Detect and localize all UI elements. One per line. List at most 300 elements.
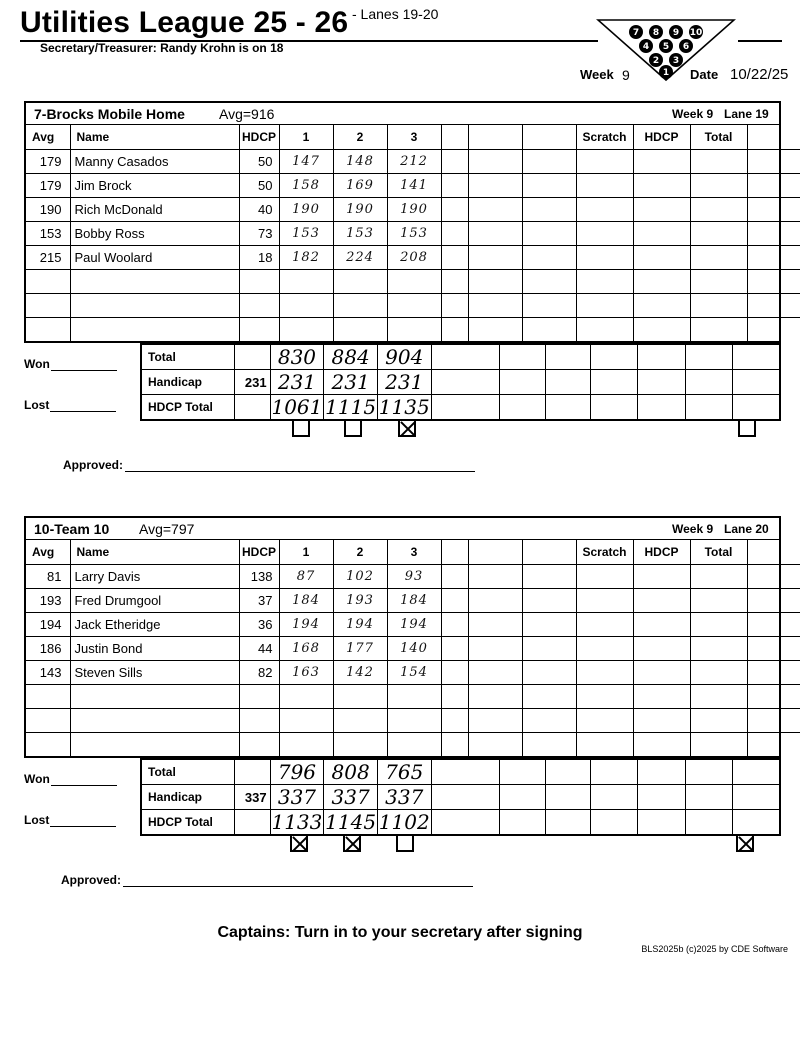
bowler-name <box>70 732 239 756</box>
handicap-game-2: 337 <box>324 785 378 810</box>
game-1-score <box>279 269 333 293</box>
empty-cell <box>747 269 800 293</box>
lost-field[interactable]: Lost <box>24 398 116 412</box>
bowler-average: 190 <box>26 197 70 221</box>
game-3-score: 212 <box>387 149 441 173</box>
week-value: 9 <box>622 67 630 83</box>
empty-cell <box>576 732 633 756</box>
empty-cell <box>522 269 576 293</box>
game-1-score: 190 <box>279 197 333 221</box>
empty-cell <box>468 564 522 588</box>
game-1-header: 1 <box>279 540 333 564</box>
hdcp-total-label: HDCP Total <box>141 395 235 421</box>
team-handicap: 231 <box>235 370 270 395</box>
game-3-score: 194 <box>387 612 441 636</box>
game-3-score: 93 <box>387 564 441 588</box>
game-3-score <box>387 684 441 708</box>
empty-cell <box>468 173 522 197</box>
team-scoresheet-2 <box>24 516 781 758</box>
lanes-label: - Lanes 19-20 <box>352 6 439 22</box>
empty-cell <box>690 269 747 293</box>
won-field[interactable]: Won <box>24 772 117 786</box>
hdcp-total-header: HDCP <box>633 125 690 149</box>
game-1-score: 87 <box>279 564 333 588</box>
empty-cell <box>690 317 747 341</box>
empty-cell <box>468 588 522 612</box>
empty-cell <box>576 588 633 612</box>
empty-cell <box>747 245 800 269</box>
empty-cell <box>747 660 800 684</box>
pin-number: 3 <box>672 56 680 66</box>
team-average: Avg=916 <box>219 106 275 122</box>
hdcp-total-game-1: 1061 <box>271 395 323 419</box>
bowler-name: Paul Woolard <box>70 245 239 269</box>
empty-cell <box>468 612 522 636</box>
scratch-header: Scratch <box>576 540 633 564</box>
hdcp-header: HDCP <box>239 125 279 149</box>
bowler-row <box>26 197 800 221</box>
empty-cell <box>441 684 468 708</box>
game-2-score: 190 <box>333 197 387 221</box>
date-value: 10/22/25 <box>730 66 789 83</box>
bowler-name: Steven Sills <box>70 660 239 684</box>
bowler-row <box>26 588 800 612</box>
hdcp-total-game-2: 1115 <box>325 395 377 419</box>
bowler-row <box>26 173 800 197</box>
bowler-handicap: 82 <box>239 660 279 684</box>
empty-cell <box>441 173 468 197</box>
game-1-score <box>279 708 333 732</box>
empty-cell <box>633 588 690 612</box>
total-game-2: 808 <box>324 759 378 785</box>
pin-number: 1 <box>662 68 670 78</box>
bowler-row <box>26 636 800 660</box>
empty-cell <box>747 317 800 341</box>
empty-cell <box>441 588 468 612</box>
totals-table <box>140 343 781 421</box>
bowler-row <box>26 221 800 245</box>
bowler-name: Larry Davis <box>70 564 239 588</box>
bowler-average: 179 <box>26 173 70 197</box>
total-game-1: 830 <box>270 344 324 370</box>
bowler-average <box>26 732 70 756</box>
empty-cell <box>690 564 747 588</box>
game-1-score: 158 <box>279 173 333 197</box>
bowler-row <box>26 612 800 636</box>
bowler-handicap: 73 <box>239 221 279 245</box>
empty-cell <box>468 708 522 732</box>
bowler-average <box>26 317 70 341</box>
empty-cell <box>441 245 468 269</box>
team-name: 10-Team 10 <box>34 521 110 537</box>
bowler-handicap <box>239 293 279 317</box>
empty-cell <box>522 612 576 636</box>
empty-cell <box>690 173 747 197</box>
bowler-average: 153 <box>26 221 70 245</box>
bowler-handicap: 37 <box>239 588 279 612</box>
empty-cell <box>441 612 468 636</box>
empty-cell <box>576 269 633 293</box>
empty-cell <box>468 245 522 269</box>
handicap-game-2: 231 <box>324 370 378 395</box>
empty-cell <box>576 149 633 173</box>
empty-cell <box>441 636 468 660</box>
game-3-score: 208 <box>387 245 441 269</box>
bowler-handicap: 50 <box>239 149 279 173</box>
bowler-handicap <box>239 269 279 293</box>
date-label: Date <box>690 67 719 82</box>
empty-cell <box>690 708 747 732</box>
total-game-1: 796 <box>270 759 324 785</box>
empty-cell <box>522 660 576 684</box>
empty-cell <box>747 708 800 732</box>
empty-cell <box>747 173 800 197</box>
game-1-score <box>279 317 333 341</box>
bowler-name: Manny Casados <box>70 149 239 173</box>
game-2-score <box>333 293 387 317</box>
game-3-score: 140 <box>387 636 441 660</box>
empty-cell <box>441 197 468 221</box>
bowler-row <box>26 149 800 173</box>
game-3-header: 3 <box>387 125 441 149</box>
bowler-name <box>70 708 239 732</box>
bowler-average: 194 <box>26 612 70 636</box>
pin-number: 7 <box>632 28 640 38</box>
empty-cell <box>747 197 800 221</box>
empty-cell <box>690 221 747 245</box>
secretary-line: Secretary/Treasurer: Randy Krohn is on 18 <box>40 41 284 55</box>
hdcp-total-game-2: 1145 <box>325 810 377 834</box>
empty-cell <box>747 612 800 636</box>
total-label: Total <box>141 344 235 370</box>
bowler-handicap <box>239 732 279 756</box>
handicap-game-1: 231 <box>270 370 324 395</box>
empty-cell <box>633 317 690 341</box>
win-checkbox-total[interactable] <box>736 834 754 852</box>
empty-cell <box>468 149 522 173</box>
empty-cell <box>441 269 468 293</box>
bowler-average: 215 <box>26 245 70 269</box>
bowler-handicap: 138 <box>239 564 279 588</box>
total-label: Total <box>141 759 235 785</box>
empty-cell <box>633 564 690 588</box>
empty-cell <box>441 732 468 756</box>
empty-cell <box>690 149 747 173</box>
bowler-name: Fred Drumgool <box>70 588 239 612</box>
bowler-average: 143 <box>26 660 70 684</box>
game-2-score: 142 <box>333 660 387 684</box>
empty-cell <box>468 317 522 341</box>
empty-cell <box>522 173 576 197</box>
game-2-score: 224 <box>333 245 387 269</box>
empty-cell <box>633 269 690 293</box>
bowler-name: Justin Bond <box>70 636 239 660</box>
game-2-header: 2 <box>333 125 387 149</box>
pin-number: 6 <box>682 42 690 52</box>
empty-cell <box>690 612 747 636</box>
handicap-game-1: 337 <box>270 785 324 810</box>
empty-cell <box>633 173 690 197</box>
captains-instruction: Captains: Turn in to your secretary after signing <box>217 924 583 941</box>
empty-cell <box>633 684 690 708</box>
won-field[interactable]: Won <box>24 357 117 371</box>
win-checkbox-game-2[interactable] <box>344 419 362 437</box>
empty-cell <box>468 660 522 684</box>
bowler-handicap: 50 <box>239 173 279 197</box>
win-checkbox-game-3[interactable] <box>396 834 414 852</box>
bowler-handicap <box>239 684 279 708</box>
game-3-score: 184 <box>387 588 441 612</box>
empty-cell <box>576 612 633 636</box>
game-2-score: 177 <box>333 636 387 660</box>
bowler-name <box>70 269 239 293</box>
team-week: Week 9 <box>672 107 714 121</box>
empty-cell <box>633 636 690 660</box>
hdcp-total-game-3: 1102 <box>378 810 430 834</box>
game-3-score <box>387 317 441 341</box>
game-2-score <box>333 684 387 708</box>
empty-cell <box>576 197 633 221</box>
empty-cell <box>690 660 747 684</box>
bowler-table <box>26 125 800 341</box>
game-3-header: 3 <box>387 540 441 564</box>
empty-cell <box>690 197 747 221</box>
bowler-row <box>26 660 800 684</box>
empty-cell <box>690 732 747 756</box>
pin-number: 4 <box>642 42 650 52</box>
scratch-header: Scratch <box>576 125 633 149</box>
empty-cell <box>690 684 747 708</box>
team-average: Avg=797 <box>139 521 195 537</box>
empty-cell <box>468 636 522 660</box>
empty-cell <box>468 684 522 708</box>
game-2-score: 102 <box>333 564 387 588</box>
empty-cell <box>441 149 468 173</box>
empty-cell <box>441 660 468 684</box>
pin-number: 10 <box>689 28 703 38</box>
game-2-score <box>333 269 387 293</box>
empty-cell <box>633 293 690 317</box>
empty-cell <box>633 197 690 221</box>
empty-cell <box>522 708 576 732</box>
team-handicap: 337 <box>235 785 270 810</box>
team-lane: Lane 20 <box>724 522 769 536</box>
empty-cell <box>633 732 690 756</box>
empty-cell <box>522 684 576 708</box>
hdcp-total-game-1: 1133 <box>271 810 323 834</box>
pin-number: 2 <box>652 56 660 66</box>
empty-cell <box>468 293 522 317</box>
empty-cell <box>576 660 633 684</box>
game-3-score: 153 <box>387 221 441 245</box>
pin-number: 8 <box>652 28 660 38</box>
empty-cell <box>468 221 522 245</box>
name-header: Name <box>70 125 239 149</box>
hdcp-total-game-3: 1135 <box>378 395 430 419</box>
bowler-handicap: 44 <box>239 636 279 660</box>
empty-cell <box>633 708 690 732</box>
win-checkbox-game-1[interactable] <box>290 834 308 852</box>
win-checkbox-game-3[interactable] <box>398 419 416 437</box>
bowler-average <box>26 269 70 293</box>
lost-field[interactable]: Lost <box>24 813 116 827</box>
bowler-handicap <box>239 317 279 341</box>
bowler-handicap <box>239 708 279 732</box>
game-1-score: 182 <box>279 245 333 269</box>
bowler-average <box>26 708 70 732</box>
hdcp-total-label: HDCP Total <box>141 810 235 836</box>
empty-cell <box>576 636 633 660</box>
empty-cell <box>522 732 576 756</box>
bowler-average: 81 <box>26 564 70 588</box>
game-1-score: 163 <box>279 660 333 684</box>
empty-cell <box>441 221 468 245</box>
win-checkbox-total[interactable] <box>738 419 756 437</box>
empty-cell <box>747 684 800 708</box>
empty-cell <box>441 708 468 732</box>
team-header <box>26 103 779 125</box>
bowler-name: Bobby Ross <box>70 221 239 245</box>
game-3-score <box>387 732 441 756</box>
bowler-average <box>26 684 70 708</box>
week-label: Week <box>580 67 614 82</box>
title-rule-right <box>738 40 782 42</box>
name-header: Name <box>70 540 239 564</box>
game-2-score: 169 <box>333 173 387 197</box>
game-1-score: 153 <box>279 221 333 245</box>
empty-cell <box>522 293 576 317</box>
avg-header: Avg <box>26 540 70 564</box>
empty-cell <box>441 317 468 341</box>
empty-cell <box>522 564 576 588</box>
totals-table <box>140 758 781 836</box>
empty-cell <box>633 149 690 173</box>
bowler-row <box>26 317 800 341</box>
empty-cell <box>690 636 747 660</box>
empty-cell <box>468 197 522 221</box>
total-game-2: 884 <box>324 344 378 370</box>
bowler-row <box>26 708 800 732</box>
empty-cell <box>522 588 576 612</box>
game-2-score <box>333 317 387 341</box>
game-1-score <box>279 732 333 756</box>
bowler-name: Jim Brock <box>70 173 239 197</box>
game-1-header: 1 <box>279 125 333 149</box>
bowler-row <box>26 564 800 588</box>
empty-cell <box>747 732 800 756</box>
game-3-score <box>387 269 441 293</box>
bowler-average: 179 <box>26 149 70 173</box>
empty-cell <box>747 221 800 245</box>
total-header: Total <box>690 125 747 149</box>
hdcp-header: HDCP <box>239 540 279 564</box>
game-2-score: 153 <box>333 221 387 245</box>
league-title: Utilities League 25 - 26 <box>20 6 349 39</box>
game-2-score <box>333 732 387 756</box>
game-1-score: 147 <box>279 149 333 173</box>
empty-cell <box>633 612 690 636</box>
empty-cell <box>522 317 576 341</box>
approved-signature-line[interactable]: Approved: <box>63 458 475 472</box>
copyright-note: BLS2025b (c)2025 by CDE Software <box>641 944 788 954</box>
game-3-score: 154 <box>387 660 441 684</box>
avg-header: Avg <box>26 125 70 149</box>
empty-cell <box>633 245 690 269</box>
bowler-row <box>26 684 800 708</box>
handicap-label: Handicap <box>141 370 235 395</box>
total-game-3: 904 <box>377 344 431 370</box>
empty-cell <box>468 269 522 293</box>
empty-cell <box>522 197 576 221</box>
empty-cell <box>441 564 468 588</box>
empty-cell <box>747 293 800 317</box>
bowler-average: 186 <box>26 636 70 660</box>
win-checkbox-game-1[interactable] <box>292 419 310 437</box>
game-1-score: 184 <box>279 588 333 612</box>
game-2-score: 193 <box>333 588 387 612</box>
bowler-name: Jack Etheridge <box>70 612 239 636</box>
bowler-name <box>70 293 239 317</box>
bowler-row <box>26 245 800 269</box>
empty-cell <box>522 221 576 245</box>
empty-cell <box>576 293 633 317</box>
team-week: Week 9 <box>672 522 714 536</box>
empty-cell <box>747 564 800 588</box>
empty-cell <box>576 564 633 588</box>
empty-cell <box>441 293 468 317</box>
game-1-score: 168 <box>279 636 333 660</box>
bowler-row <box>26 293 800 317</box>
bowler-table <box>26 540 800 756</box>
empty-cell <box>576 173 633 197</box>
game-1-score <box>279 293 333 317</box>
team-header <box>26 518 779 540</box>
win-checkbox-game-2[interactable] <box>343 834 361 852</box>
approved-signature-line[interactable]: Approved: <box>61 873 473 887</box>
empty-cell <box>576 708 633 732</box>
game-2-score <box>333 708 387 732</box>
empty-cell <box>522 245 576 269</box>
team-scoresheet-1 <box>24 101 781 343</box>
bowler-handicap: 40 <box>239 197 279 221</box>
game-3-score: 190 <box>387 197 441 221</box>
game-2-score: 194 <box>333 612 387 636</box>
bowler-handicap: 18 <box>239 245 279 269</box>
empty-cell <box>576 221 633 245</box>
pin-number: 9 <box>672 28 680 38</box>
bowler-handicap: 36 <box>239 612 279 636</box>
bowler-name <box>70 317 239 341</box>
game-3-score <box>387 293 441 317</box>
empty-cell <box>747 149 800 173</box>
game-2-header: 2 <box>333 540 387 564</box>
hdcp-total-header: HDCP <box>633 540 690 564</box>
empty-cell <box>576 245 633 269</box>
empty-cell <box>690 588 747 612</box>
empty-cell <box>633 660 690 684</box>
empty-cell <box>576 317 633 341</box>
game-1-score <box>279 684 333 708</box>
pin-number: 5 <box>662 42 670 52</box>
total-game-3: 765 <box>377 759 431 785</box>
bowler-row <box>26 732 800 756</box>
bowler-name: Rich McDonald <box>70 197 239 221</box>
empty-cell <box>522 636 576 660</box>
total-header: Total <box>690 540 747 564</box>
team-lane: Lane 19 <box>724 107 769 121</box>
bowler-average: 193 <box>26 588 70 612</box>
handicap-label: Handicap <box>141 785 235 810</box>
